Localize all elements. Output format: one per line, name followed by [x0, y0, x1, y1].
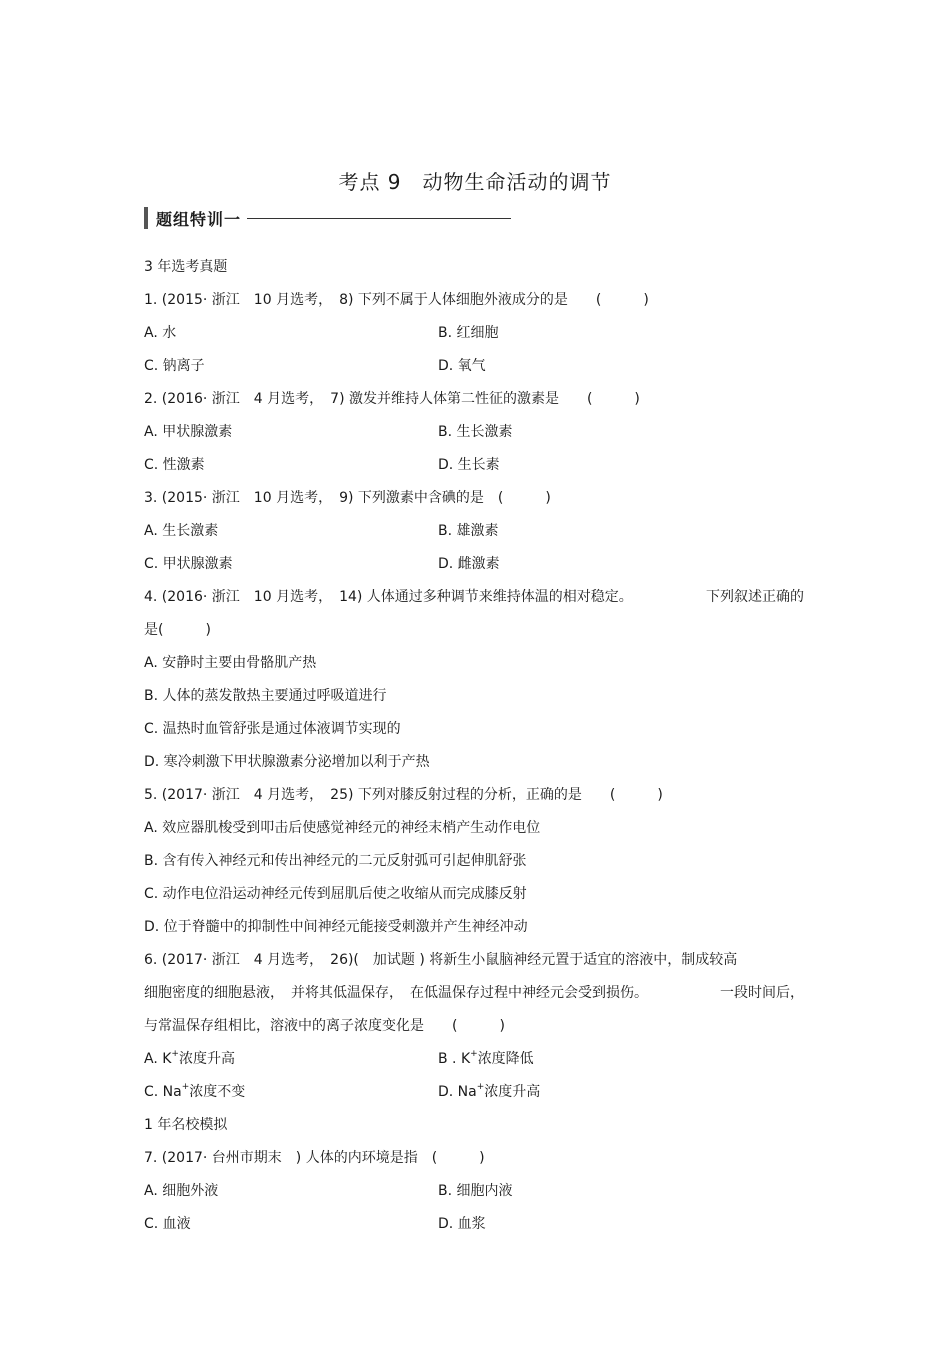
option-row: [144, 419, 804, 452]
option: B. 红细胞: [438, 325, 499, 341]
option: D. 雌激素: [438, 556, 500, 572]
question-stem-continued: 是( ): [144, 622, 211, 638]
group-heading: 3 年选考真题: [144, 259, 228, 275]
option: D. 生长素: [438, 457, 500, 473]
section-divider: [247, 218, 511, 219]
option-row: [144, 518, 804, 551]
option: B. 雄激素: [438, 523, 499, 539]
option: A. 生长激素: [144, 523, 219, 539]
option: A. 细胞外液: [144, 1183, 219, 1199]
question-stem: [144, 584, 804, 617]
option: D. 寒冷刺激下甲状腺激素分泌增加以利于产热: [144, 754, 430, 770]
question-stem: 2. (2016· 浙江 4 月选考， 7) 激发并维持人体第二性征的激素是 ( ): [144, 391, 640, 407]
option: C. 性激素: [144, 457, 205, 473]
option: B. 生长激素: [438, 424, 513, 440]
option: C. 血液: [144, 1216, 191, 1232]
option: A. 安静时主要由骨骼肌产热: [144, 655, 317, 671]
option: B. 细胞内液: [438, 1183, 513, 1199]
option-row: [144, 1178, 804, 1211]
option: A. 甲状腺激素: [144, 424, 233, 440]
option-row: [144, 551, 804, 584]
question-stem-part: 细胞密度的细胞悬液， 并将其低温保存， 在低温保存过程中神经元会受到损伤。: [144, 985, 648, 1001]
option: C. 钠离子: [144, 358, 205, 374]
option: A. 效应器肌梭受到叩击后使感觉神经元的神经末梢产生动作电位: [144, 820, 541, 836]
section-marker-bar: [144, 207, 148, 229]
option: C. 甲状腺激素: [144, 556, 233, 572]
option: A. K+浓度升高: [144, 1049, 235, 1067]
option: D. 血浆: [438, 1216, 486, 1232]
question-stem: 3. (2015· 浙江 10 月选考， 9) 下列激素中含碘的是 ( ): [144, 490, 551, 506]
option: D. Na+浓度升高: [438, 1082, 541, 1100]
question-stem: 6. (2017· 浙江 4 月选考， 26)( 加试题 ) 将新生小鼠脑神经元置于适宜的溶液中，制成较高: [144, 952, 738, 968]
question-stem-part: 下列叙述正确的: [706, 589, 804, 605]
section-label: 题组特训一: [156, 209, 242, 229]
question-list: [144, 254, 804, 1244]
option: C. 温热时血管舒张是通过体液调节实现的: [144, 721, 401, 737]
question-stem: 7. (2017· 台州市期末 ) 人体的内环境是指 ( ): [144, 1150, 485, 1166]
question-stem-part: 一段时间后，: [720, 985, 804, 1001]
option-row: [144, 353, 804, 386]
group-heading: 1 年名校模拟: [144, 1117, 228, 1133]
option: B. 人体的蒸发散热主要通过呼吸道进行: [144, 688, 387, 704]
option-row: [144, 320, 804, 353]
option-row: [144, 1046, 804, 1079]
option: D. 氧气: [438, 358, 486, 374]
option-row: [144, 1211, 804, 1244]
option: C. Na+浓度不变: [144, 1082, 246, 1100]
option: B. 含有传入神经元和传出神经元的二元反射弧可引起伸肌舒张: [144, 853, 527, 869]
section-header: [144, 205, 511, 231]
option-row: [144, 452, 804, 485]
option-row: [144, 1079, 804, 1112]
question-stem: 5. (2017· 浙江 4 月选考， 25) 下列对膝反射过程的分析，正确的是 ( ): [144, 787, 663, 803]
question-stem-continued: 与常温保存组相比，溶液中的离子浓度变化是 ( ): [144, 1018, 505, 1034]
option: D. 位于脊髓中的抑制性中间神经元能接受刺激并产生神经冲动: [144, 919, 528, 935]
option: C. 动作电位沿运动神经元传到屈肌后使之收缩从而完成膝反射: [144, 886, 527, 902]
option: A. 水: [144, 325, 177, 341]
option: B . K+浓度降低: [438, 1049, 534, 1067]
page-title: 考点 9 动物生命活动的调节: [338, 170, 612, 194]
question-stem: 1. (2015· 浙江 10 月选考， 8) 下列不属于人体细胞外液成分的是 ( ): [144, 292, 649, 308]
question-stem-continued: [144, 980, 804, 1013]
question-stem-part: 4. (2016· 浙江 10 月选考， 14) 人体通过多种调节来维持体温的相对稳定。: [144, 589, 633, 605]
